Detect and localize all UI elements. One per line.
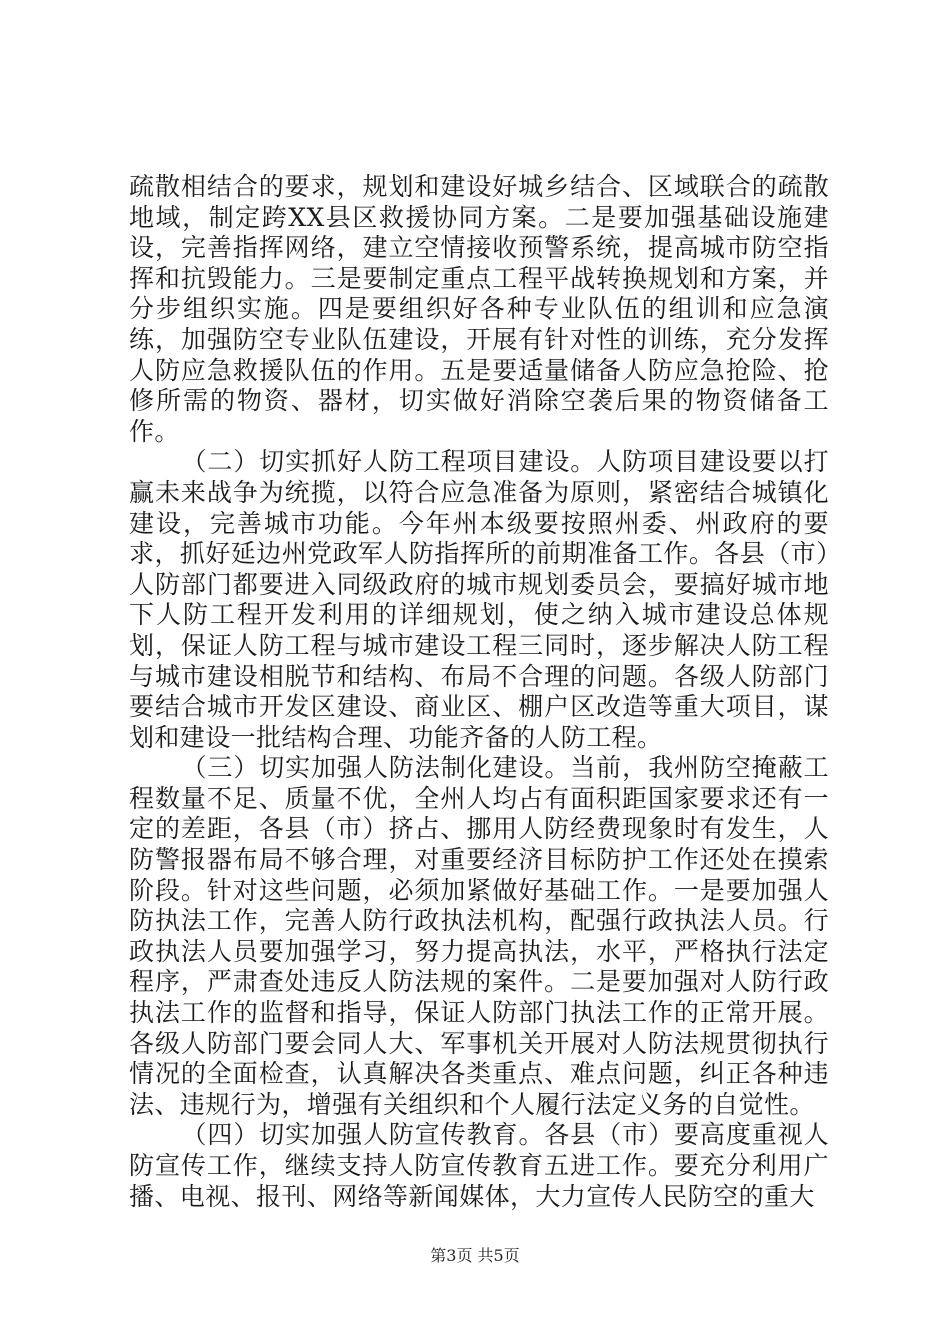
document-body	[129, 172, 829, 1212]
paragraph-project-construction: （二）切实抓好人防工程项目建设。人防项目建设要以打赢未来战争为统揽，以符合应急准备为原则，紧密结合城镇化建设，完善城市功能。今年州本级要按照州委、州政府的要求，抓好延边州党政军人防指挥所的前期准备工作。各县（市）人防部门都要进入同级政府的城市规划委员会，要搞好城市地下人防工程开发利用的详细规划，使之纳入城市建设总体规划，保证人防工程与城市建设工程三同时，逐步解决人防工程与城市建设相脱节和结构、布局不合理的问题。各级人防部门要结合城市开发区建设、商业区、棚户区改造等重大项目，谋划和建设一批结构合理、功能齐备的人防工程。	[129, 447, 829, 752]
paragraph-publicity-education: （四）切实加强人防宣传教育。各县（市）要高度重视人防宣传工作，继续支持人防宣传教育五进工作。要充分利用广播、电视、报刊、网络等新闻媒体，大力宣传人民防空的重大	[129, 1120, 829, 1211]
paragraph-evacuation: 疏散相结合的要求，规划和建设好城乡结合、区域联合的疏散地域，制定跨XX县区救援协同方案。二是要加强基础设施建设，完善指挥网络，建立空情接收预警系统，提高城市防空指挥和抗毁能力。三是要制定重点工程平战转换规划和方案，并分步组织实施。四是要组织好各种专业队伍的组训和应急演练，加强防空专业队伍建设，开展有针对性的训练，充分发挥人防应急救援队伍的作用。五是要适量储备人防应急抢险、抢修所需的物资、器材，切实做好消除空袭后果的物资储备工作。	[129, 172, 829, 446]
page-number-label: 第3页 共5页	[430, 1246, 520, 1265]
paragraph-legal-construction: （三）切实加强人防法制化建设。当前，我州防空掩蔽工程数量不足、质量不优，全州人均占有面积距国家要求还有一定的差距，各县（市）挤占、挪用人防经费现象时有发生，人防警报器布局不够合理，对重要经济目标防护工作还处在摸索阶段。针对这些问题，必须加紧做好基础工作。一是要加强人防执法工作，完善人防行政执法机构，配强行政执法人员。行政执法人员要加强学习，努力提高执法，水平，严格执行法定程序，严肃查处违反人防法规的案件。二是要加强对人防行政执法工作的监督和指导，保证人防部门执法工作的正常开展。各级人防部门要会同人大、军事机关开展对人防法规贯彻执行情况的全面检查，认真解决各类重点、难点问题，纠正各种违法、违规行为，增强有关组织和个人履行法定义务的自觉性。	[129, 753, 829, 1119]
page-footer	[0, 1243, 950, 1266]
